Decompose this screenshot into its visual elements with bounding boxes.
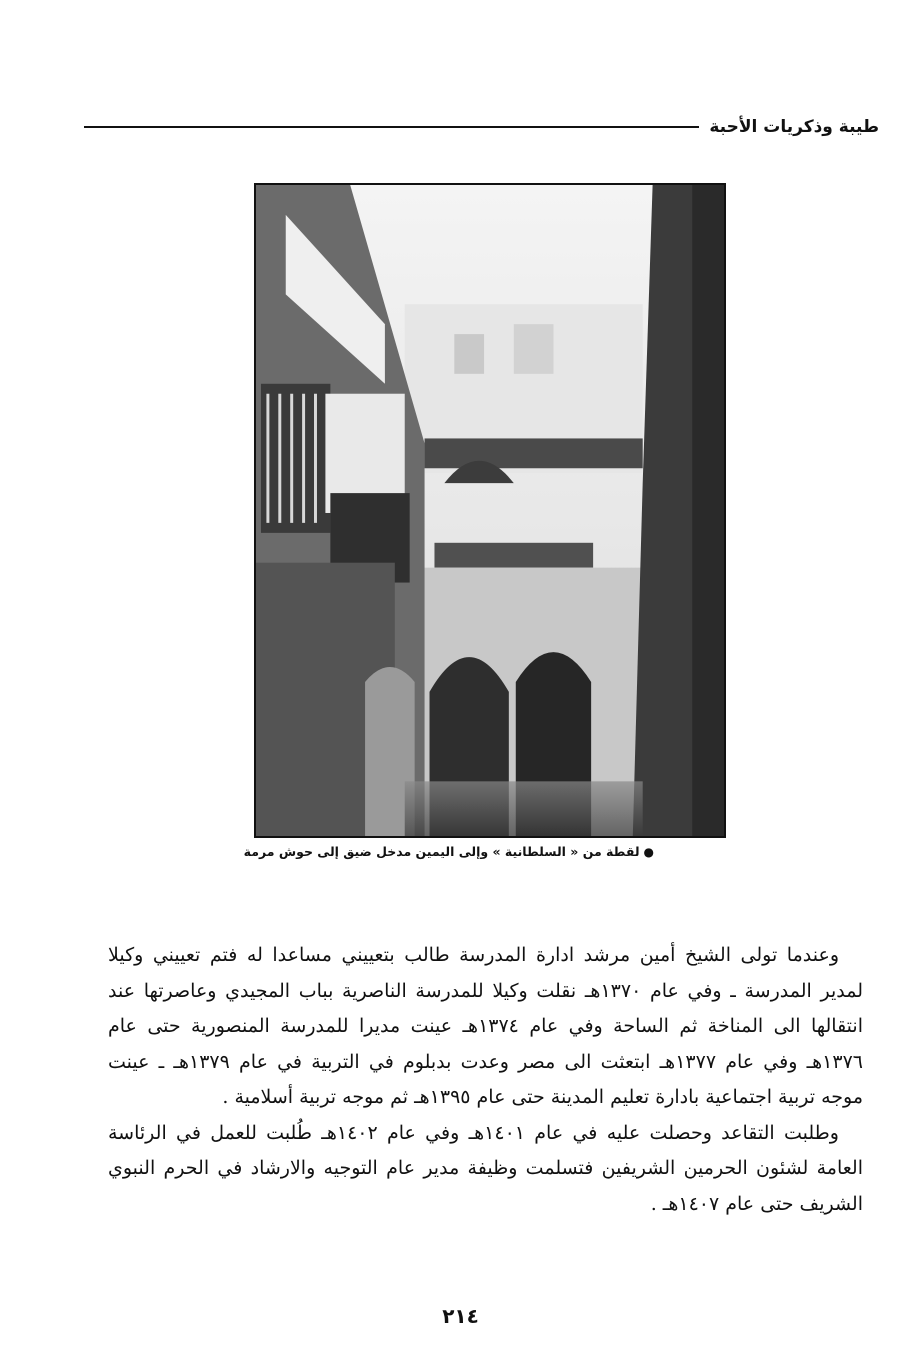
header-rule: [84, 126, 699, 128]
paragraph: وطلبت التقاعد وحصلت عليه في عام ١٤٠١هـ وفي عام ١٤٠٢هـ طُلبت للعمل في الرئاسة العامة لشئون الحرمين الشريفين فتسلمت وظيفة مدير عام التوجيه والارشاد في الحرم النبوي الشريف حتى عام ١٤٠٧هـ .: [108, 1121, 863, 1215]
caption-text: لقطة من « السلطانية » وإلى اليمين مدخل ضيق إلى حوش مرمة: [243, 844, 640, 859]
page-number: ٢١٤: [442, 1304, 479, 1328]
photo-caption: [243, 844, 654, 859]
running-header: [84, 110, 879, 144]
alley-photograph: [254, 183, 726, 838]
bullet-icon: ●: [643, 845, 654, 859]
body-text: [108, 938, 863, 1222]
paragraph: وعندما تولى الشيخ أمين مرشد ادارة المدرسة طالب بتعييني مساعدا له فتم تعييني وكيلا لمدير المدرسة ـ وفي عام ١٣٧٠هـ نقلت وكيلا للمدرسة الناصرية بباب المجيدي وعاصرتها عند انتقالها الى المناخة ثم الساحة وفي عام ١٣٧٤هـ عينت مديرا للمدرسة المنصورية حتى عام ١٣٧٦هـ وفي عام ١٣٧٧هـ ابتعثت الى مصر وعدت بدبلوم في التربية في عام ١٣٧٩هـ ـ عينت موجه تربية اجتماعية بادارة تعليم المدينة حتى عام ١٣٩٥هـ ثم موجه تربية أسلامية .: [108, 944, 863, 1108]
book-title: طيبة وذكريات الأحبة: [709, 117, 879, 137]
alley-photo-illustration: [256, 185, 724, 836]
